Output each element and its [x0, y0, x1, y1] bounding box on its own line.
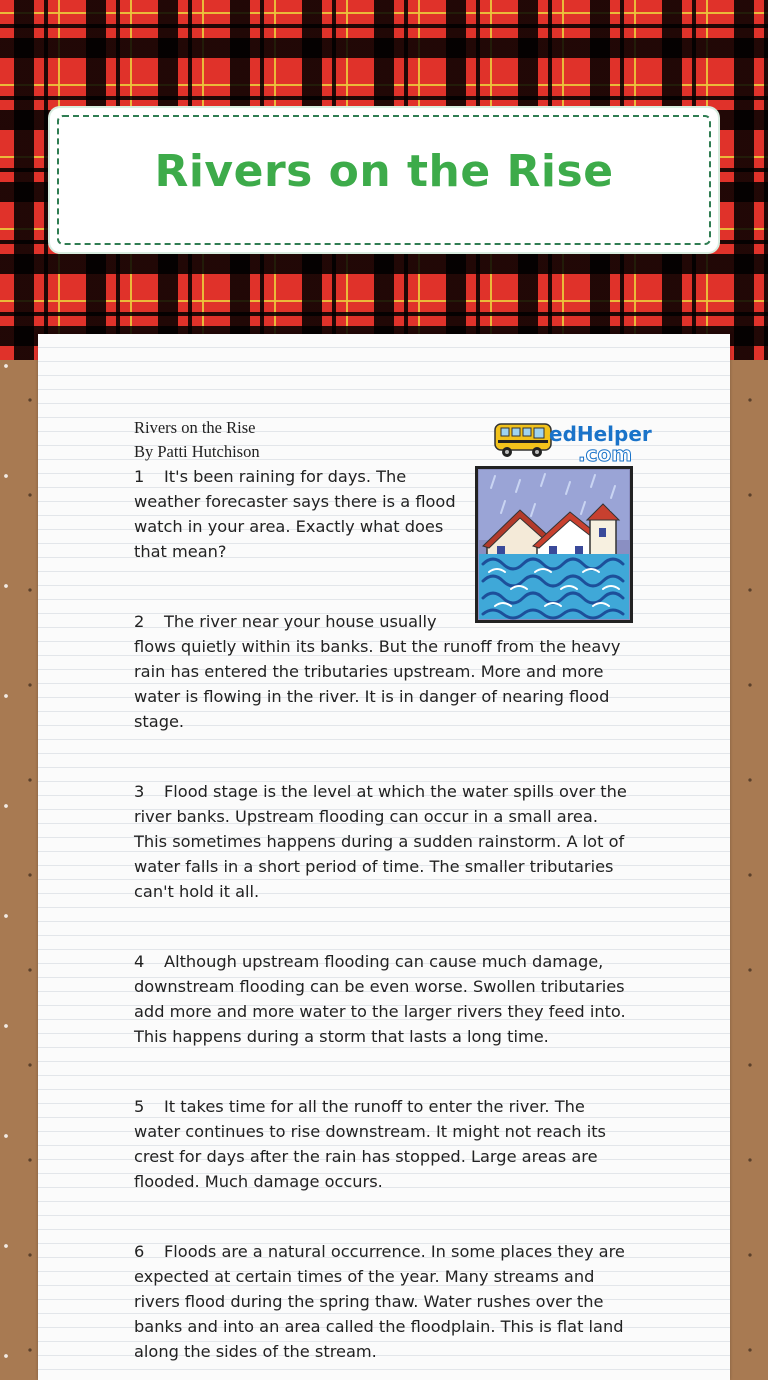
paragraph-number: 2 [134, 612, 145, 631]
paragraph-2 [134, 609, 634, 734]
logo-text-edhelper: edHelper [549, 422, 652, 446]
paragraph-6 [134, 1239, 634, 1364]
paragraph-number: 1 [134, 467, 145, 486]
paragraph-5 [134, 1094, 634, 1194]
title-card [50, 108, 718, 252]
paragraph-text: It's been raining for days. The weather forecaster says there is a flood watch in your area. Exactly what does that mean? [134, 467, 456, 561]
paragraph-number: 4 [134, 952, 145, 971]
paragraph-number: 5 [134, 1097, 145, 1116]
paragraph-text: Flood stage is the level at which the water spills over the river banks. Upstream flooding can occur in a small area. This sometimes happens during a sudden rainstorm. A lot of water falls in a short period of time. The smaller tributaries can't hold it all. [134, 782, 627, 901]
float-spacer [444, 609, 634, 629]
paragraph-4 [134, 949, 634, 1049]
paragraph-text: It takes time for all the runoff to enter the river. The water continues to rise downstream. It might not reach its crest for days after the rain has stopped. Large areas are flooded. Much damage occurs. [134, 1097, 606, 1191]
paragraph-text: Floods are a natural occurrence. In some places they are expected at certain times of the year. Many streams and rivers flood during the spring thaw. Water rushes over the banks and into an area called the floodplain. This is flat land along the sides of the stream. [134, 1242, 625, 1361]
paragraph-number: 3 [134, 782, 145, 801]
paragraph-text: The river near your house usually flows quietly within its banks. But the runoff from the heavy rain has entered the tributaries upstream. More and more water is flowing in the river. It is in danger of nearing flood stage. [134, 612, 621, 731]
reading-content [134, 416, 634, 1364]
paragraph-text: Although upstream flooding can cause much damage, downstream flooding can be even worse. Swollen tributaries add more and more water to the larger rivers they feed into. This happens during a storm that lasts a long time. [134, 952, 626, 1046]
logo-text-com: .com [578, 442, 633, 466]
paragraph-number: 6 [134, 1242, 145, 1261]
document-title: Rivers on the Rise [134, 418, 256, 437]
page-title: Rivers on the Rise [154, 146, 614, 197]
paragraph-3 [134, 779, 634, 904]
paragraph-1 [134, 464, 456, 564]
document-byline: By Patti Hutchison [134, 442, 260, 461]
